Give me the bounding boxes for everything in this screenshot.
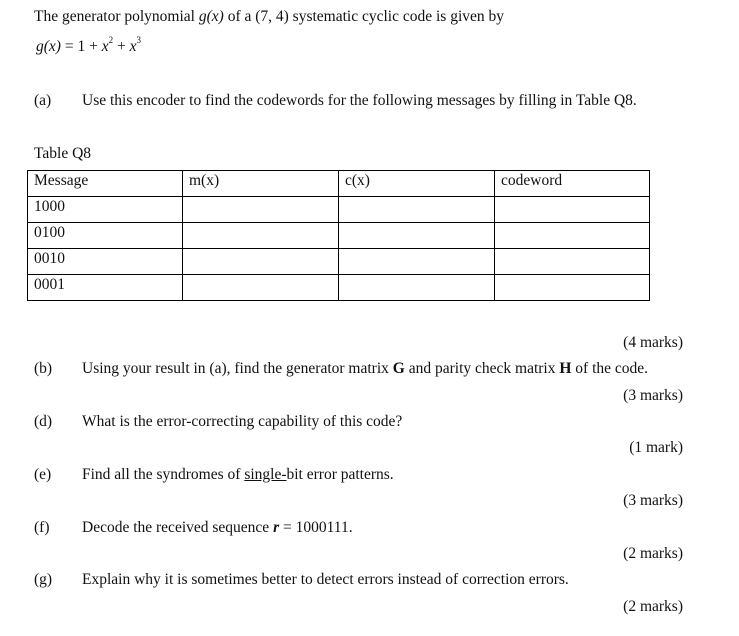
marks-b: (3 marks) bbox=[623, 387, 683, 404]
generator-matrix-symbol: G bbox=[392, 360, 405, 377]
part-b-label: (b) bbox=[34, 360, 53, 377]
table-cell bbox=[495, 197, 650, 223]
table-caption: Table Q8 bbox=[34, 145, 92, 162]
table-cell bbox=[183, 197, 339, 223]
table-header-cell: m(x) bbox=[183, 171, 339, 197]
table-cell: 0100 bbox=[28, 223, 183, 249]
equation-term1-base: x bbox=[101, 38, 109, 55]
table-row bbox=[28, 223, 650, 249]
table-cell bbox=[183, 249, 339, 275]
marks-d: (1 mark) bbox=[629, 439, 683, 456]
marks-e: (3 marks) bbox=[623, 492, 683, 509]
table-cell bbox=[495, 249, 650, 275]
part-f-label: (f) bbox=[34, 519, 50, 536]
intro-text-before: The generator polynomial bbox=[34, 8, 199, 25]
part-d-text: What is the error-correcting capability of this code? bbox=[82, 413, 403, 430]
part-g-text: Explain why it is sometimes better to detect errors instead of correction errors. bbox=[82, 571, 569, 588]
part-b-text-mid: and parity check matrix bbox=[404, 360, 560, 377]
table-cell bbox=[339, 275, 495, 301]
equation-term2-exp: 3 bbox=[136, 34, 141, 45]
equation-plus: + bbox=[113, 38, 130, 55]
table-cell: 0001 bbox=[28, 275, 183, 301]
parity-matrix-symbol: H bbox=[559, 360, 572, 377]
table-cell bbox=[339, 197, 495, 223]
intro-text bbox=[34, 8, 504, 26]
table-q8 bbox=[27, 170, 650, 301]
marks-f: (2 marks) bbox=[623, 545, 683, 562]
table-header-cell: c(x) bbox=[339, 171, 495, 197]
part-g-label: (g) bbox=[34, 571, 53, 588]
part-b-text-before: Using your result in (a), find the generator matrix bbox=[82, 360, 393, 377]
generator-equation bbox=[36, 34, 141, 56]
table-cell bbox=[495, 275, 650, 301]
part-e-text-after: bit error patterns. bbox=[286, 466, 394, 483]
part-f-text bbox=[82, 519, 353, 537]
table-cell bbox=[183, 223, 339, 249]
part-e-underlined: single- bbox=[244, 466, 287, 483]
table-cell: 0010 bbox=[28, 249, 183, 275]
table-row bbox=[28, 249, 650, 275]
part-b-text bbox=[82, 360, 648, 378]
part-a-label: (a) bbox=[34, 92, 52, 109]
part-f-text-before: Decode the received sequence bbox=[82, 519, 274, 536]
marks-a: (4 marks) bbox=[623, 334, 683, 351]
part-e-text-before: Find all the syndromes of bbox=[82, 466, 245, 483]
table-header-cell: codeword bbox=[495, 171, 650, 197]
intro-text-mid: of a (7, 4) systematic cyclic code is given by bbox=[223, 8, 505, 25]
table-row bbox=[28, 197, 650, 223]
part-d-label: (d) bbox=[34, 413, 53, 430]
table-row bbox=[28, 275, 650, 301]
part-a-text: Use this encoder to find the codewords for the following messages by filling in Table Q8. bbox=[82, 92, 637, 109]
g-of-x: g(x) bbox=[198, 8, 224, 25]
part-b-text-after: of the code. bbox=[571, 360, 649, 377]
equation-term2-base: x bbox=[129, 38, 137, 55]
table-cell bbox=[183, 275, 339, 301]
equation-equals: = 1 + bbox=[60, 38, 102, 55]
part-e-label: (e) bbox=[34, 466, 52, 483]
marks-g: (2 marks) bbox=[623, 598, 683, 615]
equation-lhs: g(x) bbox=[36, 38, 61, 55]
equation-term1-exp: 2 bbox=[108, 34, 114, 45]
part-e-text bbox=[82, 466, 394, 484]
table-cell: 1000 bbox=[28, 197, 183, 223]
table-cell bbox=[339, 223, 495, 249]
table-header-row bbox=[28, 171, 650, 197]
table-header-cell: Message bbox=[28, 171, 183, 197]
part-f-text-after: = 1000111. bbox=[279, 519, 353, 536]
table-cell bbox=[339, 249, 495, 275]
table-cell bbox=[495, 223, 650, 249]
received-sequence-var: r bbox=[273, 519, 280, 536]
